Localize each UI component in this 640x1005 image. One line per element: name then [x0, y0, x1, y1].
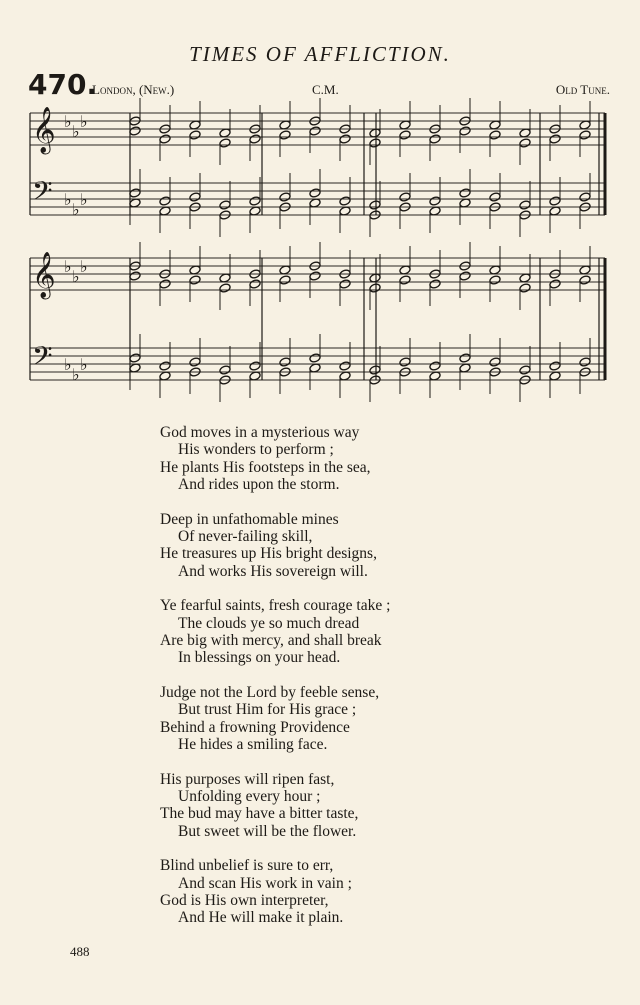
verse-line: He treasures up His bright designs,	[160, 545, 377, 563]
verse-line: God moves in a mysterious way	[160, 424, 360, 441]
verse-line: His purposes will ripen fast,	[160, 770, 335, 788]
verse-line: The bud may have a bitter taste,	[160, 805, 359, 823]
note-head	[429, 279, 441, 289]
note-head	[459, 271, 471, 281]
flat-icon: ♭	[80, 257, 88, 276]
note-head	[339, 279, 351, 289]
verse-line: Ye fearful saints, fresh courage take ;	[160, 597, 391, 615]
note-head	[129, 188, 141, 198]
note-head	[549, 279, 561, 289]
note-head	[189, 192, 201, 202]
note-head	[369, 200, 381, 210]
note-head	[309, 353, 321, 363]
verse-line: He hides a smiling face.	[178, 736, 328, 754]
note-head	[339, 134, 351, 144]
flat-icon: ♭	[72, 122, 80, 141]
note-head	[369, 138, 381, 148]
note-head	[279, 357, 291, 367]
note-head	[159, 134, 171, 144]
hymn-number: 470.	[28, 68, 98, 101]
note-head	[519, 200, 531, 210]
verse-line: And rides upon the storm.	[178, 476, 340, 494]
note-head	[159, 361, 171, 371]
note-head	[249, 279, 261, 289]
note-head	[249, 134, 261, 144]
verse-line: Unfolding every hour ;	[178, 787, 321, 805]
hymn-verses	[160, 424, 460, 944]
flat-icon: ♭	[64, 190, 72, 209]
verse-line: Behind a frowning Providence	[160, 718, 350, 736]
note-head	[459, 353, 471, 363]
note-head	[459, 126, 471, 136]
note-head	[579, 130, 591, 140]
note-head	[189, 357, 201, 367]
verse-line: The clouds ye so much dread	[178, 614, 360, 632]
note-head	[309, 271, 321, 281]
verse-6	[160, 857, 460, 927]
note-head	[369, 365, 381, 375]
verse-2	[160, 511, 460, 581]
verse-line: And He will make it plain.	[178, 909, 344, 927]
tune-source: Old Tune.	[555, 82, 610, 97]
note-head	[429, 134, 441, 144]
note-head	[489, 130, 501, 140]
note-head	[519, 283, 531, 293]
note-head	[249, 361, 261, 371]
flat-icon: ♭	[80, 112, 88, 131]
note-head	[249, 196, 261, 206]
note-head	[579, 357, 591, 367]
note-head	[549, 196, 561, 206]
note-head	[489, 275, 501, 285]
note-head	[309, 188, 321, 198]
page-number: 488	[70, 944, 90, 959]
verse-line: His wonders to perform ;	[178, 441, 334, 459]
verse-1	[160, 424, 460, 494]
note-head	[489, 192, 501, 202]
note-head	[549, 361, 561, 371]
note-head	[279, 130, 291, 140]
note-head	[369, 283, 381, 293]
note-head	[219, 365, 231, 375]
note-head	[309, 126, 321, 136]
flat-icon: ♭	[72, 365, 80, 384]
flat-icon: ♭	[64, 355, 72, 374]
flat-icon: ♭	[80, 355, 88, 374]
verse-5	[160, 771, 460, 841]
flat-icon: ♭	[72, 200, 80, 219]
verse-line: And scan His work in vain ;	[178, 874, 352, 892]
verse-line: Of never-failing skill,	[178, 528, 313, 546]
verse-line: He plants His footsteps in the sea,	[160, 458, 371, 476]
note-head	[219, 283, 231, 293]
note-head	[159, 279, 171, 289]
note-head	[429, 196, 441, 206]
flat-icon: ♭	[64, 112, 72, 131]
verse-line: But sweet will be the flower.	[178, 822, 357, 840]
note-head	[489, 357, 501, 367]
note-head	[159, 196, 171, 206]
flat-icon: ♭	[72, 267, 80, 286]
note-head	[189, 275, 201, 285]
note-head	[279, 192, 291, 202]
note-head	[519, 138, 531, 148]
flat-icon: ♭	[80, 190, 88, 209]
bass-clef: 𝄢	[32, 175, 53, 213]
tune-name: London, (New.)	[92, 82, 175, 97]
meter: C.M.	[312, 82, 339, 97]
note-head	[399, 275, 411, 285]
note-head	[129, 353, 141, 363]
verse-line: Judge not the Lord by feeble sense,	[160, 683, 380, 701]
note-head	[399, 357, 411, 367]
note-head	[519, 365, 531, 375]
verse-3	[160, 597, 460, 667]
note-head	[579, 192, 591, 202]
verse-line: Deep in unfathomable mines	[160, 510, 339, 528]
bass-clef: 𝄢	[32, 340, 53, 378]
note-head	[219, 138, 231, 148]
note-head	[189, 130, 201, 140]
treble-clef: 𝄞	[32, 107, 56, 153]
note-head	[399, 192, 411, 202]
page-title: TIMES OF AFFLICTION.	[189, 42, 451, 66]
note-head	[279, 275, 291, 285]
note-head	[549, 134, 561, 144]
note-head	[429, 361, 441, 371]
verse-line: Are big with mercy, and shall break	[160, 632, 382, 650]
verse-line: In blessings on your head.	[178, 649, 341, 667]
note-head	[129, 271, 141, 281]
note-head	[339, 196, 351, 206]
note-head	[459, 188, 471, 198]
verse-line: Blind unbelief is sure to err,	[160, 857, 334, 875]
note-head	[399, 130, 411, 140]
note-head	[129, 126, 141, 136]
verse-line: And works His sovereign will.	[178, 562, 368, 580]
note-head	[339, 361, 351, 371]
music-score	[20, 98, 615, 408]
note-head	[579, 275, 591, 285]
verse-line: But trust Him for His grace ;	[178, 701, 357, 719]
verse-line: God is His own interpreter,	[160, 891, 329, 909]
note-head	[219, 200, 231, 210]
treble-clef: 𝄞	[32, 252, 56, 298]
flat-icon: ♭	[64, 257, 72, 276]
verse-4	[160, 684, 460, 754]
